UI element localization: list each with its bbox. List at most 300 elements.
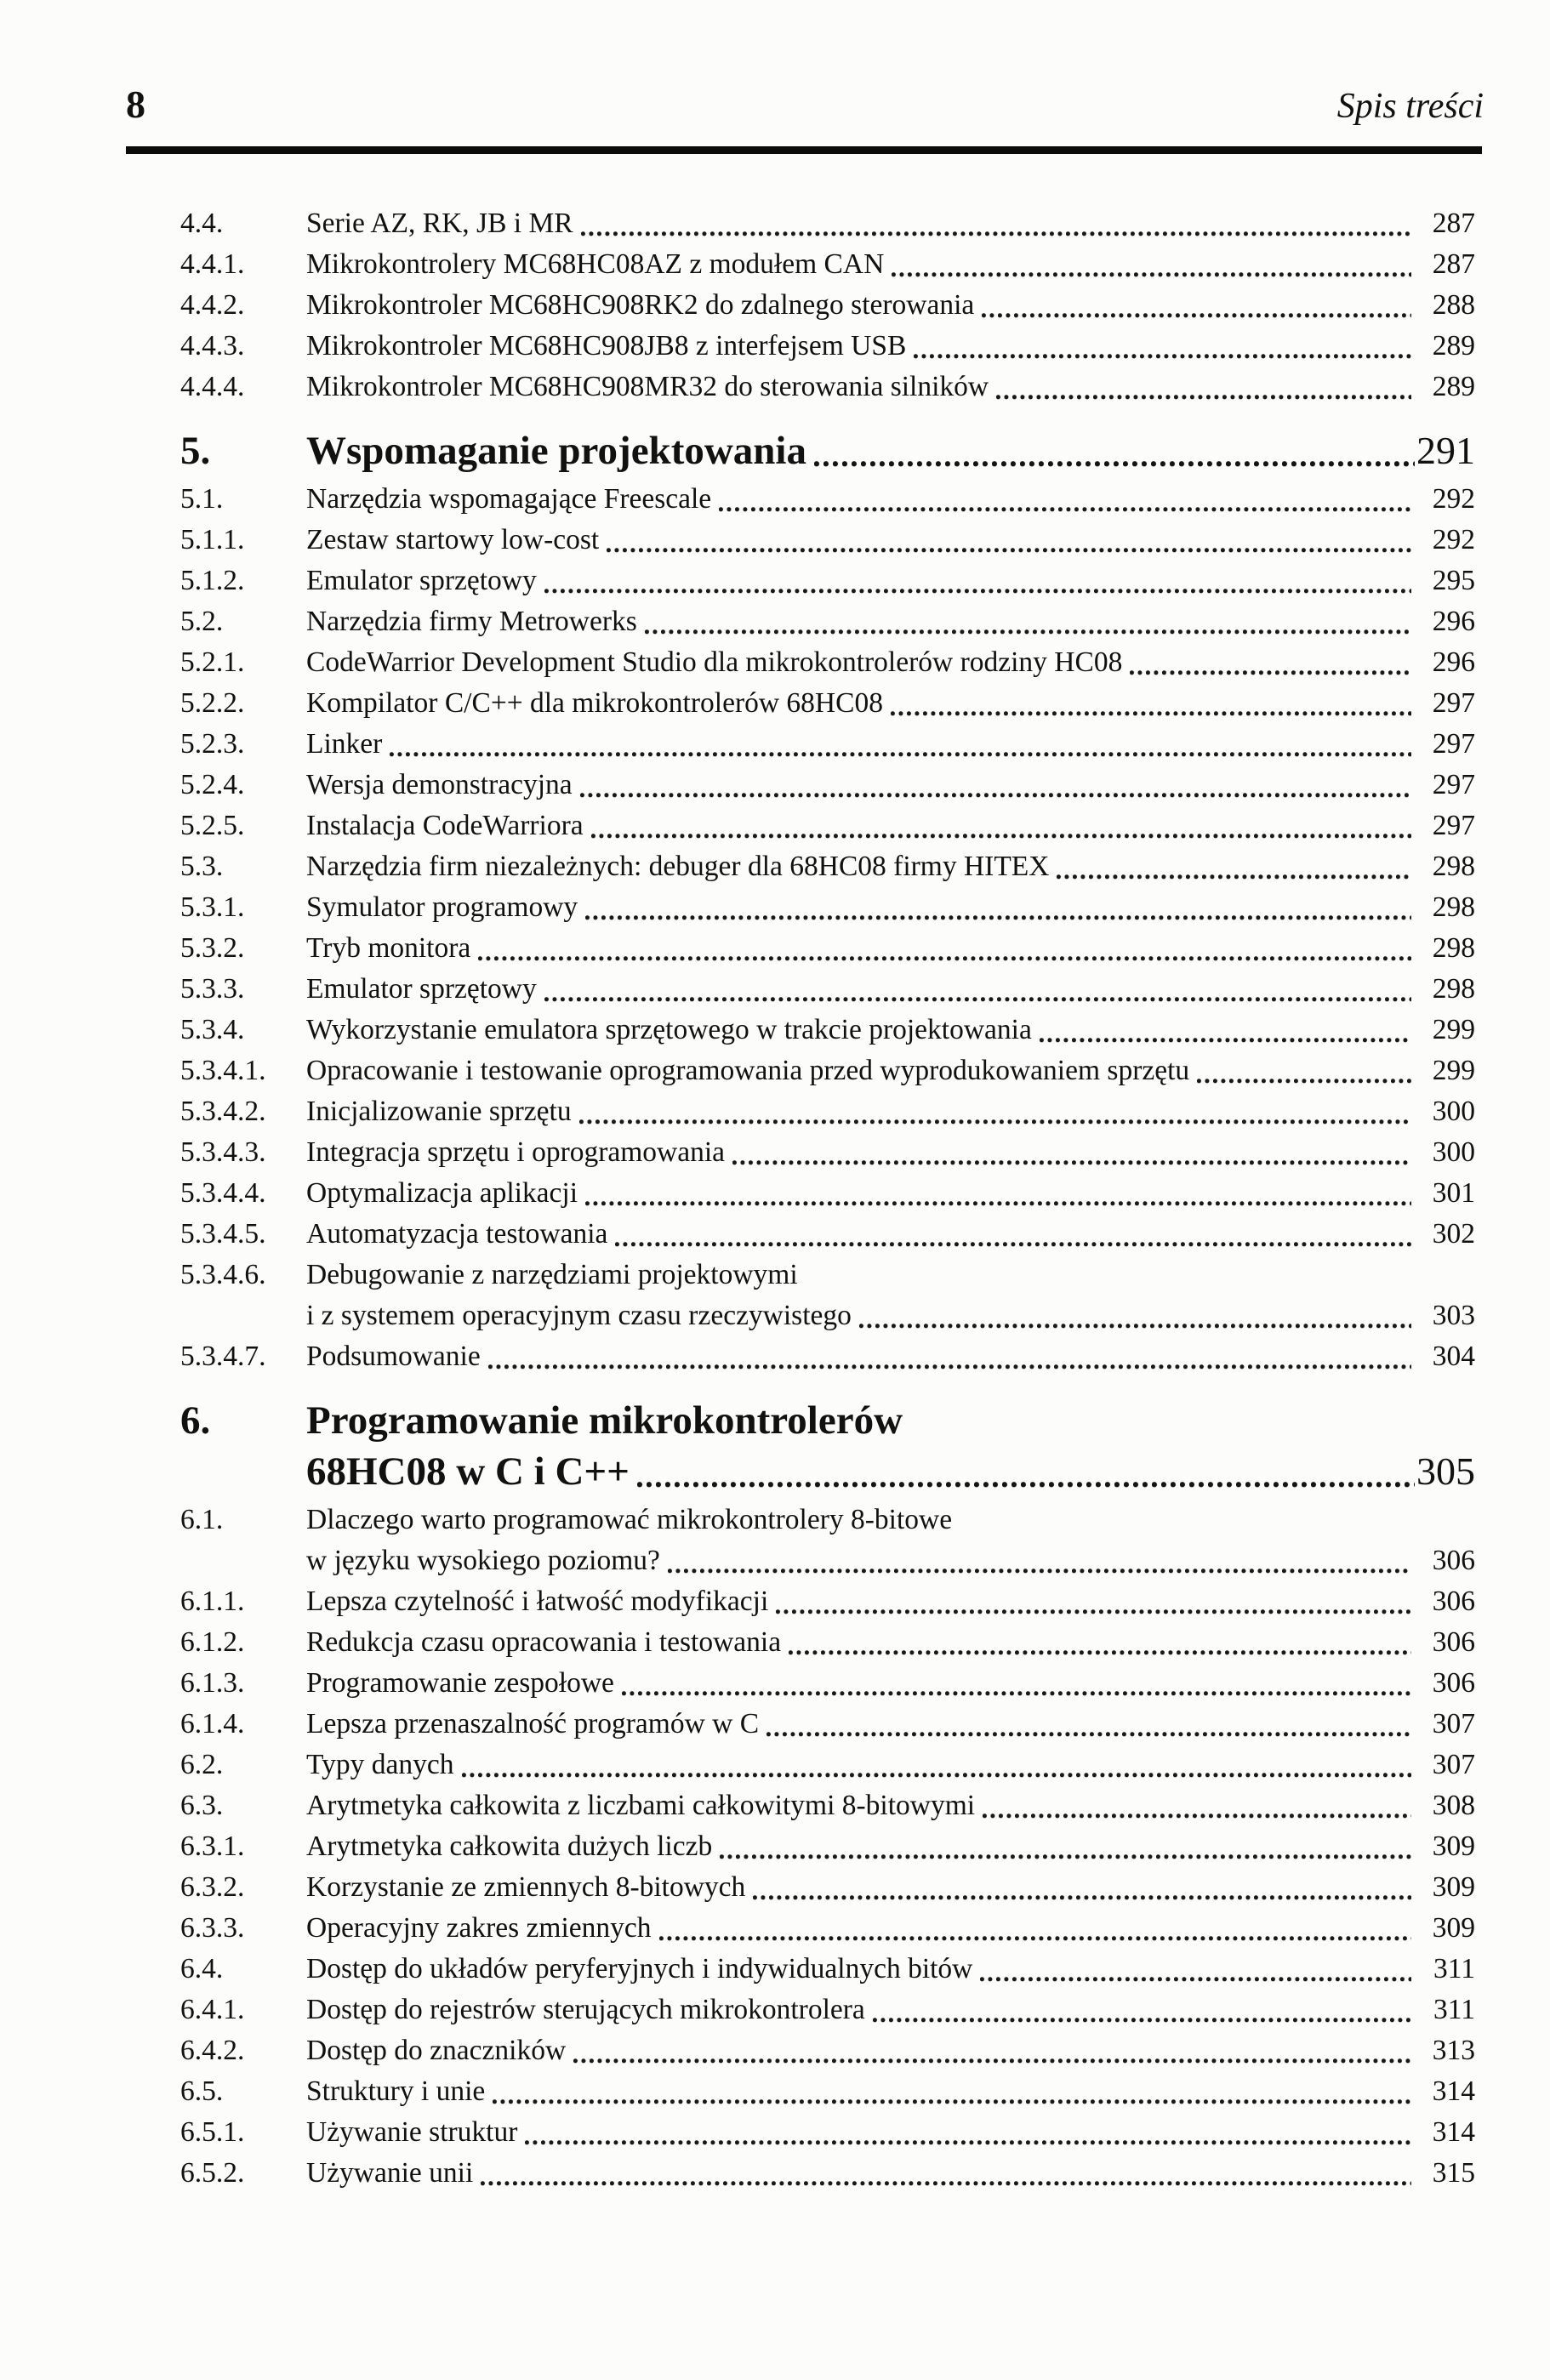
toc-entry-body bbox=[306, 1010, 1475, 1051]
toc-entry-page: 302 bbox=[1432, 1218, 1475, 1250]
toc-entry-page: 311 bbox=[1433, 1994, 1475, 2025]
toc-entry-number: 5.2.4. bbox=[180, 769, 245, 800]
toc-leader-dots bbox=[390, 752, 1411, 757]
toc-entry-body bbox=[306, 1622, 1475, 1663]
toc-entry-page: 311 bbox=[1433, 1953, 1475, 1984]
toc-leader-dots bbox=[573, 2058, 1411, 2064]
toc-entry-line bbox=[306, 1704, 1475, 1745]
toc-entry bbox=[180, 806, 1475, 846]
toc-entry bbox=[180, 928, 1475, 969]
toc-entry-page: 292 bbox=[1432, 483, 1475, 515]
toc-entry-line bbox=[306, 969, 1475, 1010]
toc-entry-line bbox=[306, 1867, 1475, 1908]
toc-entry-number: 5.3.1. bbox=[180, 891, 245, 923]
toc-entry-body bbox=[306, 561, 1475, 601]
toc-leader-dots bbox=[1057, 874, 1411, 880]
toc-entry-page: 298 bbox=[1432, 973, 1475, 1005]
toc-entry-page: 298 bbox=[1432, 851, 1475, 882]
toc-entry bbox=[180, 2071, 1475, 2112]
toc-entry bbox=[180, 1010, 1475, 1051]
toc-entry-line bbox=[306, 2153, 1475, 2194]
toc-entry-number: 5.1.2. bbox=[180, 565, 245, 596]
toc-entry-number: 6.1. bbox=[180, 1504, 224, 1535]
toc-entry-page: 289 bbox=[1432, 371, 1475, 402]
toc-entry-title: Mikrokontroler MC68HC908MR32 do sterowania silników bbox=[306, 371, 989, 402]
toc-entry-number: 4.4.1. bbox=[180, 248, 245, 280]
toc-entry bbox=[180, 1663, 1475, 1704]
toc-leader-dots bbox=[637, 1482, 1415, 1488]
toc-entry-line bbox=[306, 1663, 1475, 1704]
toc-entry-title: Optymalizacja aplikacji bbox=[306, 1177, 578, 1209]
toc-entry-title: Wykorzystanie emulatora sprzętowego w trakcie projektowania bbox=[306, 1014, 1032, 1045]
toc-entry-number: 4.4.4. bbox=[180, 371, 245, 402]
toc-entry bbox=[180, 1336, 1475, 1377]
toc-entry-line bbox=[306, 601, 1475, 642]
toc-entry-body bbox=[306, 1867, 1475, 1908]
toc-entry-line bbox=[306, 1132, 1475, 1173]
toc-entry-page: 296 bbox=[1432, 646, 1475, 678]
toc-entry bbox=[180, 2112, 1475, 2153]
toc-entry-title: Debugowanie z narzędziami projektowymi bbox=[306, 1259, 798, 1290]
toc-entry-page: 287 bbox=[1432, 208, 1475, 239]
toc-entry-page: 300 bbox=[1432, 1096, 1475, 1127]
toc-entry bbox=[180, 1990, 1475, 2030]
toc-leader-dots bbox=[719, 507, 1411, 512]
toc-entry-line bbox=[306, 1051, 1475, 1091]
toc-entry bbox=[180, 2030, 1475, 2071]
toc-entry bbox=[180, 244, 1475, 285]
toc-entry-body bbox=[306, 806, 1475, 846]
toc-leader-dots bbox=[607, 548, 1411, 553]
toc-entry bbox=[180, 1867, 1475, 1908]
toc-entry-title: Instalacja CodeWarriora bbox=[306, 810, 584, 841]
toc-entry-line bbox=[306, 765, 1475, 806]
toc-entry-page: 314 bbox=[1432, 2116, 1475, 2148]
toc-entry-line bbox=[306, 425, 1475, 476]
toc-leader-dots bbox=[732, 1160, 1411, 1165]
toc-entry-number: 6.4.1. bbox=[180, 1994, 245, 2025]
toc-entry-body bbox=[306, 765, 1475, 806]
toc-entry-page: 306 bbox=[1432, 1545, 1475, 1576]
toc-entry-body bbox=[306, 2071, 1475, 2112]
toc-entry-number: 6.5. bbox=[180, 2075, 224, 2107]
toc-entry-title: Korzystanie ze zmiennych 8-bitowych bbox=[306, 1871, 746, 1903]
toc-chapter-entry bbox=[180, 1395, 1475, 1497]
running-title: Spis treści bbox=[1336, 87, 1484, 126]
toc-entry-line bbox=[306, 244, 1475, 285]
toc-entry-title: Programowanie mikrokontrolerów bbox=[306, 1398, 903, 1443]
toc-entry-title: Operacyjny zakres zmiennych bbox=[306, 1912, 652, 1944]
toc-leader-dots bbox=[891, 711, 1411, 716]
toc-leader-dots bbox=[892, 272, 1411, 277]
toc-entry-title: Emulator sprzętowy bbox=[306, 565, 537, 596]
toc-entry-title: Redukcja czasu opracowania i testowania bbox=[306, 1626, 782, 1658]
toc-entry-title: Inicjalizowanie sprzętu bbox=[306, 1096, 572, 1127]
toc-entry-page: 309 bbox=[1432, 1831, 1475, 1862]
toc-entry-body bbox=[306, 367, 1475, 407]
toc-entry-number: 6.1.2. bbox=[180, 1626, 245, 1658]
toc-entry-page: 297 bbox=[1432, 687, 1475, 719]
toc-entry-number: 5.3.4.5. bbox=[180, 1218, 266, 1250]
toc-entry-body bbox=[306, 1336, 1475, 1377]
toc-entry bbox=[180, 1949, 1475, 1990]
toc-entry bbox=[180, 479, 1475, 520]
toc-entry-number: 6.5.2. bbox=[180, 2157, 245, 2189]
toc-entry-title: Struktury i unie bbox=[306, 2075, 486, 2107]
toc-entry-body bbox=[306, 928, 1475, 969]
toc-entry-number: 5.3.4.6. bbox=[180, 1259, 266, 1290]
toc-entry-title: Arytmetyka całkowita z liczbami całkowitymi 8-bitowymi bbox=[306, 1790, 976, 1821]
toc-entry bbox=[180, 1255, 1475, 1336]
toc-leader-dots bbox=[591, 834, 1411, 839]
toc-leader-dots bbox=[983, 1813, 1411, 1819]
toc-leader-dots bbox=[982, 313, 1411, 318]
toc-entry-number: 5.2. bbox=[180, 606, 224, 637]
toc-entry-body bbox=[306, 1581, 1475, 1622]
toc-entry-line bbox=[306, 1826, 1475, 1867]
toc-leader-dots bbox=[776, 1609, 1411, 1614]
toc-leader-dots bbox=[873, 2018, 1411, 2023]
toc-entry-number: 5.3.4.4. bbox=[180, 1177, 266, 1209]
toc-entry-line bbox=[306, 479, 1475, 520]
header-rule-divider bbox=[126, 146, 1482, 154]
toc-entry-body bbox=[306, 1663, 1475, 1704]
toc-leader-dots bbox=[622, 1691, 1411, 1696]
toc-entry-line bbox=[306, 561, 1475, 601]
toc-entry-title: CodeWarrior Development Studio dla mikrokontrolerów rodziny HC08 bbox=[306, 646, 1123, 678]
toc-entry-line bbox=[306, 1091, 1475, 1132]
toc-entry-title: Wspomaganie projektowania bbox=[306, 429, 806, 473]
toc-entry-line bbox=[306, 1581, 1475, 1622]
toc-entry-line bbox=[306, 1540, 1475, 1581]
toc-entry-number: 5.2.1. bbox=[180, 646, 245, 678]
toc-entry-body bbox=[306, 479, 1475, 520]
toc-entry bbox=[180, 1826, 1475, 1867]
toc-entry-page: 298 bbox=[1432, 891, 1475, 923]
toc-entry-number: 6.1.4. bbox=[180, 1708, 245, 1739]
toc-entry bbox=[180, 846, 1475, 887]
toc-entry-number: 5. bbox=[180, 429, 211, 473]
toc-entry-body bbox=[306, 1500, 1475, 1581]
toc-entry-line bbox=[306, 2112, 1475, 2153]
toc-leader-dots bbox=[525, 2140, 1411, 2145]
toc-entry-line bbox=[306, 846, 1475, 887]
toc-entry bbox=[180, 326, 1475, 367]
toc-entry-page: 304 bbox=[1432, 1341, 1475, 1372]
toc-entry-title: Zestaw startowy low-cost bbox=[306, 524, 600, 555]
toc-leader-dots bbox=[1130, 670, 1411, 675]
toc-entry bbox=[180, 1500, 1475, 1581]
toc-entry-number: 6.3.3. bbox=[180, 1912, 245, 1944]
toc-list bbox=[180, 203, 1475, 2194]
toc-entry bbox=[180, 1622, 1475, 1663]
toc-entry bbox=[180, 642, 1475, 683]
toc-entry bbox=[180, 1091, 1475, 1132]
page-header bbox=[126, 82, 1484, 127]
toc-entry-number: 5.3. bbox=[180, 851, 224, 882]
toc-entry-title: Symulator programowy bbox=[306, 891, 578, 923]
toc-entry-body bbox=[306, 1745, 1475, 1785]
toc-entry-body bbox=[306, 520, 1475, 561]
toc-chapter-entry bbox=[180, 425, 1475, 476]
toc-leader-dots bbox=[645, 629, 1411, 635]
toc-entry-title: Serie AZ, RK, JB i MR bbox=[306, 208, 573, 239]
toc-entry-number: 5.3.4.7. bbox=[180, 1341, 266, 1372]
toc-entry-title: Tryb monitora bbox=[306, 932, 471, 964]
toc-entry-body bbox=[306, 285, 1475, 326]
toc-entry-page: 301 bbox=[1432, 1177, 1475, 1209]
toc-leader-dots bbox=[488, 1364, 1411, 1369]
toc-entry-title: Używanie unii bbox=[306, 2157, 474, 2189]
toc-entry-title: Emulator sprzętowy bbox=[306, 973, 537, 1005]
toc-entry-page: 306 bbox=[1432, 1626, 1475, 1658]
toc-entry bbox=[180, 887, 1475, 928]
toc-entry-number: 6.4.2. bbox=[180, 2035, 245, 2066]
toc-entry-body bbox=[306, 203, 1475, 244]
toc-entry-number: 5.2.2. bbox=[180, 687, 245, 719]
toc-entry-number: 5.3.4.1. bbox=[180, 1055, 266, 1086]
toc-entry-line bbox=[306, 2030, 1475, 2071]
toc-entry-title: Podsumowanie bbox=[306, 1341, 481, 1372]
toc-entry-body bbox=[306, 887, 1475, 928]
toc-entry-line bbox=[306, 1949, 1475, 1990]
toc-entry-page: 306 bbox=[1432, 1586, 1475, 1617]
toc-entry-title: i z systemem operacyjnym czasu rzeczywistego bbox=[306, 1300, 852, 1331]
toc-entry-page: 297 bbox=[1432, 810, 1475, 841]
toc-entry-number: 6.3.1. bbox=[180, 1831, 245, 1862]
toc-entry-number: 4.4.3. bbox=[180, 330, 245, 362]
toc-entry-line bbox=[306, 1173, 1475, 1214]
toc-entry-title: Lepsza czytelność i łatwość modyfikacji bbox=[306, 1586, 769, 1617]
toc-entry-body bbox=[306, 601, 1475, 642]
toc-entry-page: 307 bbox=[1432, 1708, 1475, 1739]
toc-entry-title: Narzędzia firm niezależnych: debuger dla 68HC08 firmy HITEX bbox=[306, 851, 1050, 882]
toc-entry-body bbox=[306, 1949, 1475, 1990]
toc-entry-page: 315 bbox=[1432, 2157, 1475, 2189]
toc-entry-body bbox=[306, 969, 1475, 1010]
toc-leader-dots bbox=[668, 1569, 1411, 1574]
toc-leader-dots bbox=[996, 395, 1411, 400]
toc-entry-line bbox=[306, 1010, 1475, 1051]
toc-leader-dots bbox=[585, 1201, 1411, 1206]
toc-leader-dots bbox=[544, 589, 1411, 594]
toc-entry-number: 6.2. bbox=[180, 1749, 224, 1780]
toc-entry-body bbox=[306, 1395, 1475, 1497]
toc-entry-line bbox=[306, 1214, 1475, 1255]
toc-entry-page: 308 bbox=[1432, 1790, 1475, 1821]
toc-entry-body bbox=[306, 1214, 1475, 1255]
toc-entry bbox=[180, 520, 1475, 561]
toc-entry-body bbox=[306, 1704, 1475, 1745]
toc-leader-dots bbox=[1040, 1038, 1411, 1043]
toc-entry-number: 6.1.3. bbox=[180, 1667, 245, 1699]
toc-entry-number: 5.3.2. bbox=[180, 932, 245, 964]
toc-leader-dots bbox=[659, 1936, 1411, 1941]
toc-entry-line bbox=[306, 1785, 1475, 1826]
toc-entry-line bbox=[306, 683, 1475, 724]
toc-entry-line bbox=[306, 1255, 1475, 1295]
toc-entry-body bbox=[306, 1785, 1475, 1826]
toc-entry-line bbox=[306, 928, 1475, 969]
toc-entry-page: 309 bbox=[1432, 1871, 1475, 1903]
toc-entry-line bbox=[306, 326, 1475, 367]
toc-entry-title: Automatyzacja testowania bbox=[306, 1218, 608, 1250]
toc-entry-title: Integracja sprzętu i oprogramowania bbox=[306, 1136, 726, 1168]
toc-entry-number: 5.2.3. bbox=[180, 728, 245, 760]
toc-entry-page: 296 bbox=[1432, 606, 1475, 637]
toc-entry-title: 68HC08 w C i C++ bbox=[306, 1449, 630, 1494]
toc-leader-dots bbox=[493, 2099, 1411, 2104]
toc-entry-line bbox=[306, 1908, 1475, 1949]
toc-entry-number: 4.4. bbox=[180, 208, 224, 239]
toc-entry-body bbox=[306, 326, 1475, 367]
toc-entry-line bbox=[306, 887, 1475, 928]
toc-entry-body bbox=[306, 683, 1475, 724]
toc-entry-line bbox=[306, 2071, 1475, 2112]
toc-entry-page: 287 bbox=[1432, 248, 1475, 280]
toc-entry-page: 289 bbox=[1432, 330, 1475, 362]
toc-entry-number: 5.1.1. bbox=[180, 524, 245, 555]
toc-entry bbox=[180, 683, 1475, 724]
toc-leader-dots bbox=[753, 1895, 1411, 1900]
toc-entry-body bbox=[306, 1255, 1475, 1336]
toc-entry-number: 4.4.2. bbox=[180, 289, 245, 321]
toc-leader-dots bbox=[789, 1650, 1411, 1655]
toc-entry-title: Opracowanie i testowanie oprogramowania przed wyprodukowaniem sprzętu bbox=[306, 1055, 1190, 1086]
toc-leader-dots bbox=[1197, 1079, 1411, 1084]
toc-entry-page: 306 bbox=[1432, 1667, 1475, 1699]
toc-entry-line bbox=[306, 642, 1475, 683]
toc-entry-line bbox=[306, 1446, 1475, 1497]
toc-entry-line bbox=[306, 1990, 1475, 2030]
toc-entry-number: 5.2.5. bbox=[180, 810, 245, 841]
toc-entry-body bbox=[306, 2153, 1475, 2194]
toc-entry-page: 299 bbox=[1432, 1055, 1475, 1086]
toc-leader-dots bbox=[766, 1732, 1411, 1737]
toc-entry-number: 6.3. bbox=[180, 1790, 224, 1821]
toc-entry bbox=[180, 203, 1475, 244]
toc-entry-line bbox=[306, 1295, 1475, 1336]
toc-entry bbox=[180, 724, 1475, 765]
toc-entry-title: Dlaczego warto programować mikrokontrolery 8-bitowe bbox=[306, 1504, 953, 1535]
toc-entry bbox=[180, 285, 1475, 326]
toc-entry-title: w języku wysokiego poziomu? bbox=[306, 1545, 660, 1576]
toc-entry-page: 309 bbox=[1432, 1912, 1475, 1944]
toc-entry-body bbox=[306, 846, 1475, 887]
toc-leader-dots bbox=[980, 1977, 1411, 1982]
toc-entry-title: Kompilator C/C++ dla mikrokontrolerów 68HC08 bbox=[306, 687, 883, 719]
toc-entry-title: Mikrokontroler MC68HC908RK2 do zdalnego sterowania bbox=[306, 289, 975, 321]
toc-entry-title: Arytmetyka całkowita dużych liczb bbox=[306, 1831, 713, 1862]
toc-entry-page: 295 bbox=[1432, 565, 1475, 596]
toc-entry-title: Dostęp do znaczników bbox=[306, 2035, 567, 2066]
toc-entry-number: 5.3.4. bbox=[180, 1014, 245, 1045]
toc-entry bbox=[180, 1051, 1475, 1091]
toc-entry bbox=[180, 561, 1475, 601]
toc-entry-line bbox=[306, 203, 1475, 244]
toc-leader-dots bbox=[814, 461, 1415, 467]
toc-leader-dots bbox=[544, 997, 1411, 1002]
toc-entry-number: 6. bbox=[180, 1398, 211, 1443]
toc-entry bbox=[180, 969, 1475, 1010]
toc-entry-body bbox=[306, 1826, 1475, 1867]
toc-entry-number: 5.3.4.3. bbox=[180, 1136, 266, 1168]
toc-entry-body bbox=[306, 2030, 1475, 2071]
toc-entry-page: 297 bbox=[1432, 728, 1475, 760]
toc-entry-title: Narzędzia firmy Metrowerks bbox=[306, 606, 637, 637]
toc-entry-page: 298 bbox=[1432, 932, 1475, 964]
toc-entry-line bbox=[306, 520, 1475, 561]
toc-entry-number: 6.1.1. bbox=[180, 1586, 245, 1617]
toc-entry-body bbox=[306, 724, 1475, 765]
toc-leader-dots bbox=[585, 915, 1411, 920]
toc-entry-number: 5.1. bbox=[180, 483, 224, 515]
toc-entry-title: Typy danych bbox=[306, 1749, 454, 1780]
toc-leader-dots bbox=[579, 1119, 1411, 1125]
toc-entry bbox=[180, 1785, 1475, 1826]
toc-entry-page: 299 bbox=[1432, 1014, 1475, 1045]
toc-entry-number: 5.3.3. bbox=[180, 973, 245, 1005]
toc-entry-body bbox=[306, 642, 1475, 683]
toc-entry-line bbox=[306, 1395, 1475, 1446]
toc-entry bbox=[180, 1704, 1475, 1745]
toc-entry-line bbox=[306, 724, 1475, 765]
toc-leader-dots bbox=[914, 354, 1411, 359]
toc-entry-title: Narzędzia wspomagające Freescale bbox=[306, 483, 712, 515]
toc-entry-body bbox=[306, 2112, 1475, 2153]
toc-entry bbox=[180, 765, 1475, 806]
toc-entry-title: Mikrokontrolery MC68HC08AZ z modułem CAN bbox=[306, 248, 885, 280]
toc-entry-page: 307 bbox=[1432, 1749, 1475, 1780]
toc-entry-line bbox=[306, 1622, 1475, 1663]
toc-entry-body bbox=[306, 425, 1475, 476]
toc-entry-line bbox=[306, 806, 1475, 846]
toc-entry-title: Wersja demonstracyjna bbox=[306, 769, 573, 800]
toc-entry-title: Mikrokontroler MC68HC908JB8 z interfejsem USB bbox=[306, 330, 907, 362]
toc-leader-dots bbox=[581, 231, 1411, 236]
toc-entry bbox=[180, 1173, 1475, 1214]
toc-entry-page: 305 bbox=[1416, 1449, 1475, 1493]
toc-entry-title: Linker bbox=[306, 728, 383, 760]
toc-entry-page: 291 bbox=[1416, 429, 1475, 472]
toc-entry bbox=[180, 1745, 1475, 1785]
toc-entry-page: 288 bbox=[1432, 289, 1475, 321]
toc-entry-page: 313 bbox=[1432, 2035, 1475, 2066]
toc-entry-title: Używanie struktur bbox=[306, 2116, 518, 2148]
toc-entry bbox=[180, 1581, 1475, 1622]
toc-entry-page: 314 bbox=[1432, 2075, 1475, 2107]
toc-entry-line bbox=[306, 1500, 1475, 1540]
toc-entry-body bbox=[306, 1908, 1475, 1949]
toc-entry-line bbox=[306, 367, 1475, 407]
toc-entry-page: 303 bbox=[1432, 1300, 1475, 1331]
toc-entry-page: 292 bbox=[1432, 524, 1475, 555]
toc-entry-title: Dostęp do układów peryferyjnych i indywidualnych bitów bbox=[306, 1953, 973, 1984]
toc-entry-title: Lepsza przenaszalność programów w C bbox=[306, 1708, 760, 1739]
folio-page-number: 8 bbox=[126, 83, 146, 126]
toc-entry-number: 6.3.2. bbox=[180, 1871, 245, 1903]
toc-entry-number: 6.5.1. bbox=[180, 2116, 245, 2148]
toc-leader-dots bbox=[481, 2181, 1411, 2186]
toc-leader-dots bbox=[462, 1773, 1412, 1778]
toc-entry-body bbox=[306, 1091, 1475, 1132]
toc-leader-dots bbox=[615, 1242, 1411, 1247]
toc-entry bbox=[180, 367, 1475, 407]
toc-entry-number: 6.4. bbox=[180, 1953, 224, 1984]
toc-entry-line bbox=[306, 1336, 1475, 1377]
toc-entry bbox=[180, 1214, 1475, 1255]
toc-entry-page: 297 bbox=[1432, 769, 1475, 800]
